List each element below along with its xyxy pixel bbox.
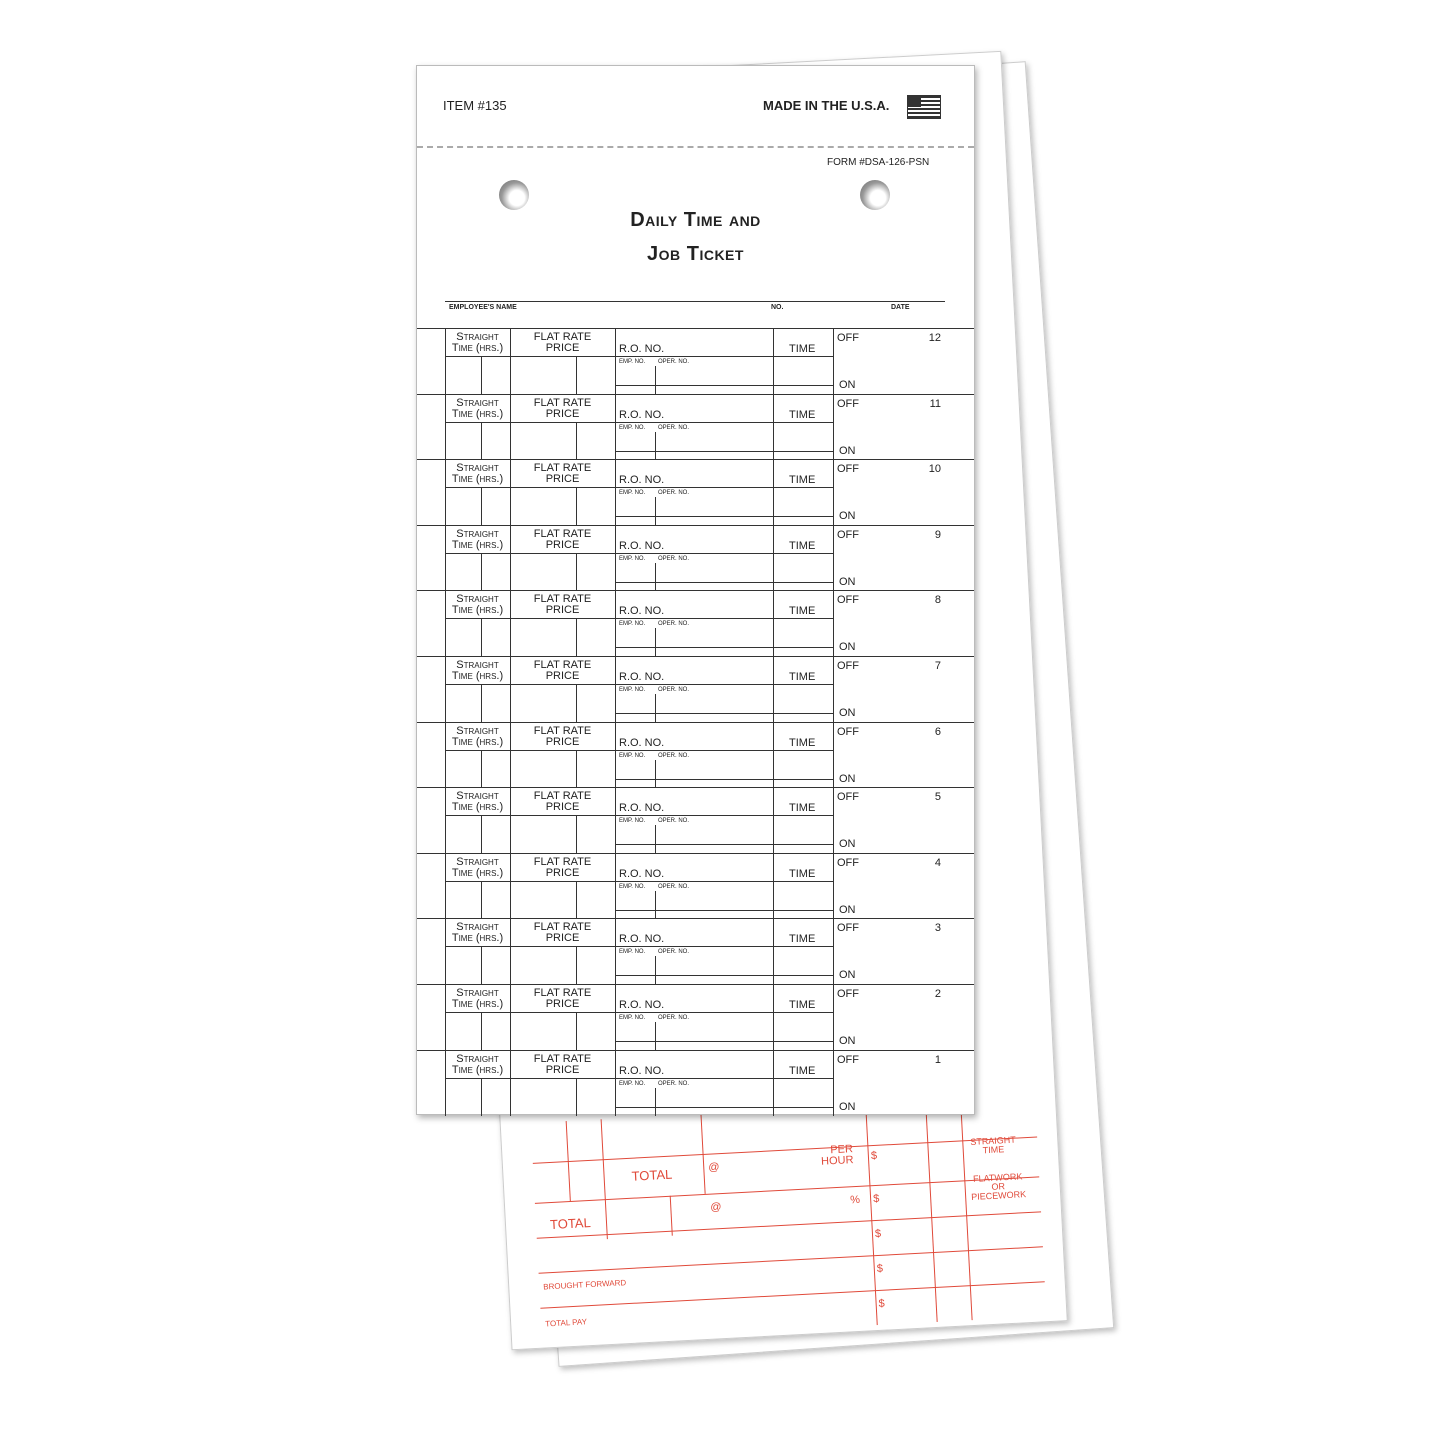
- straight-time-label: Straight Time (hrs.): [451, 331, 504, 354]
- straight-time-label: STRAIGHT TIME: [970, 1134, 1017, 1156]
- off-label: OFF: [837, 725, 859, 738]
- on-label: ON: [839, 444, 856, 457]
- off-label: OFF: [837, 856, 859, 869]
- off-label: OFF: [837, 594, 859, 607]
- on-label: ON: [839, 1100, 856, 1113]
- dollar-sign: $: [878, 1297, 886, 1310]
- ro-no-label: R.O. NO.: [619, 802, 665, 815]
- time-label: TIME: [789, 1064, 816, 1077]
- brought-forward-label: BROUGHT FORWARD: [543, 1278, 627, 1292]
- oper-no-label: OPER. NO.: [658, 818, 690, 825]
- emp-no-label: EMP. NO.: [619, 1080, 646, 1087]
- ro-no-label: R.O. NO.: [619, 343, 665, 355]
- flat-rate-price-label: FLAT RATE PRICE: [533, 396, 592, 420]
- oper-no-label: OPER. NO.: [658, 949, 690, 956]
- straight-time-label: Straight Time (hrs.): [451, 790, 504, 814]
- form-number: FORM #DSA-126-PSN: [827, 157, 930, 168]
- oper-no-label: OPER. NO.: [658, 752, 690, 759]
- row-number: 3: [934, 922, 941, 935]
- row-number: 10: [928, 463, 941, 476]
- ro-no-label: R.O. NO.: [619, 999, 665, 1011]
- off-label: OFF: [837, 922, 859, 935]
- time-label: TIME: [789, 671, 816, 683]
- emp-no-label: EMP. NO.: [619, 883, 646, 890]
- oper-no-label: OPER. NO.: [658, 424, 690, 431]
- straight-time-label: Straight Time (hrs.): [451, 855, 504, 879]
- punch-hole-icon: [860, 180, 890, 210]
- emp-no-label: EMP. NO.: [619, 949, 646, 956]
- row-number: 6: [934, 725, 941, 738]
- time-label: TIME: [789, 343, 816, 355]
- oper-no-label: OPER. NO.: [658, 1015, 690, 1021]
- ro-no-label: R.O. NO.: [619, 736, 665, 749]
- row-number: 7: [934, 660, 941, 672]
- time-row: [417, 459, 974, 525]
- off-label: OFF: [837, 791, 859, 804]
- per-hour-label: PER HOUR: [820, 1143, 854, 1168]
- on-label: ON: [839, 969, 856, 982]
- time-label: TIME: [789, 867, 816, 880]
- item-number: ITEM #135: [443, 98, 507, 113]
- ro-no-label: R.O. NO.: [619, 867, 665, 880]
- time-row: [417, 722, 974, 788]
- straight-time-label: Straight Time (hrs.): [451, 1052, 504, 1076]
- at-sign-2: @: [710, 1201, 722, 1214]
- emp-no-label: EMP. NO.: [619, 621, 646, 628]
- total-flat-label: TOTAL: [549, 1214, 592, 1233]
- flat-rate-price-label: FLAT RATE PRICE: [533, 790, 592, 814]
- emp-no-label: EMP. NO.: [619, 687, 646, 693]
- straight-time-label: Straight Time (hrs.): [451, 527, 504, 551]
- emp-no-label: EMP. NO.: [619, 424, 646, 431]
- flatwork-piecework-label: FLATWORK OR PIECEWORK: [970, 1171, 1027, 1202]
- straight-time-label: Straight Time (hrs.): [451, 396, 504, 420]
- employee-name-label: EMPLOYEE'S NAME: [449, 304, 517, 311]
- time-row: [417, 1050, 974, 1116]
- time-row: [417, 590, 974, 656]
- flat-rate-price-label: FLAT RATE PRICE: [533, 331, 592, 354]
- at-sign-1: @: [707, 1161, 720, 1174]
- straight-time-label: Straight Time (hrs.): [451, 462, 504, 486]
- on-label: ON: [839, 838, 856, 851]
- on-label: ON: [839, 379, 856, 391]
- off-label: OFF: [837, 528, 859, 541]
- header-line: [445, 301, 945, 302]
- flat-rate-price-label: FLAT RATE PRICE: [533, 1052, 592, 1076]
- flat-rate-price-label: FLAT RATE PRICE: [533, 593, 592, 617]
- on-label: ON: [839, 575, 856, 588]
- total-pay-label: TOTAL PAY: [545, 1317, 588, 1329]
- made-in-usa-label: MADE IN THE U.S.A.: [763, 98, 890, 113]
- total-hours-label: TOTAL: [631, 1166, 673, 1184]
- time-label: TIME: [789, 605, 816, 618]
- on-label: ON: [839, 707, 856, 719]
- front-ticket-sheet: [416, 65, 975, 1115]
- emp-no-label: EMP. NO.: [619, 818, 646, 825]
- perforation-line: [417, 146, 974, 148]
- on-label: ON: [839, 510, 856, 523]
- straight-time-label: Straight Time (hrs.): [451, 659, 504, 682]
- oper-no-label: OPER. NO.: [658, 621, 690, 628]
- straight-time-label: Straight Time (hrs.): [451, 593, 504, 617]
- emp-no-label: EMP. NO.: [619, 555, 646, 562]
- on-label: ON: [839, 641, 856, 654]
- straight-time-label: Straight Time (hrs.): [451, 921, 504, 945]
- percent-sign: %: [849, 1193, 861, 1207]
- oper-no-label: OPER. NO.: [658, 1080, 690, 1087]
- flat-rate-price-label: FLAT RATE PRICE: [533, 855, 592, 879]
- dollar-sign: $: [872, 1192, 880, 1206]
- row-number: 1: [934, 1053, 941, 1066]
- off-label: OFF: [837, 397, 859, 410]
- dollar-sign: $: [876, 1262, 884, 1276]
- ro-no-label: R.O. NO.: [619, 933, 665, 946]
- off-label: OFF: [837, 988, 859, 1000]
- time-label: TIME: [789, 474, 816, 487]
- straight-time-label: Straight Time (hrs.): [451, 987, 504, 1010]
- ro-no-label: R.O. NO.: [619, 605, 665, 618]
- date-label: DATE: [891, 304, 910, 311]
- on-label: ON: [839, 1035, 856, 1047]
- row-number: 2: [934, 988, 941, 1000]
- ro-no-label: R.O. NO.: [619, 671, 665, 683]
- ro-no-label: R.O. NO.: [619, 1064, 665, 1077]
- flat-rate-price-label: FLAT RATE PRICE: [533, 659, 592, 682]
- time-row: [417, 394, 974, 460]
- ro-no-label: R.O. NO.: [619, 408, 665, 421]
- time-row: [417, 918, 974, 984]
- time-row: [417, 656, 974, 722]
- time-row: [417, 853, 974, 919]
- straight-time-label: Straight Time (hrs.): [451, 724, 504, 748]
- row-number: 11: [929, 397, 941, 410]
- oper-no-label: OPER. NO.: [658, 687, 690, 693]
- flat-rate-price-label: FLAT RATE PRICE: [533, 462, 592, 486]
- emp-no-label: EMP. NO.: [619, 1015, 646, 1021]
- oper-no-label: OPER. NO.: [658, 883, 690, 890]
- off-label: OFF: [837, 1053, 859, 1066]
- time-row: [417, 984, 974, 1050]
- off-label: OFF: [837, 463, 859, 476]
- oper-no-label: OPER. NO.: [658, 555, 690, 562]
- row-number: 8: [934, 594, 941, 607]
- time-label: TIME: [789, 933, 816, 946]
- flat-rate-price-label: FLAT RATE PRICE: [533, 724, 592, 748]
- us-flag-icon: [907, 95, 941, 119]
- oper-no-label: OPER. NO.: [658, 490, 690, 497]
- punch-hole-icon: [499, 180, 529, 210]
- dollar-sign: $: [874, 1227, 882, 1241]
- oper-no-label: OPER. NO.: [658, 359, 690, 365]
- ro-no-label: R.O. NO.: [619, 539, 665, 552]
- emp-no-label: EMP. NO.: [619, 752, 646, 759]
- on-label: ON: [839, 772, 856, 785]
- flat-rate-price-label: FLAT RATE PRICE: [533, 527, 592, 551]
- flat-rate-price-label: FLAT RATE PRICE: [533, 987, 592, 1010]
- off-label: OFF: [837, 660, 859, 672]
- row-number: 9: [934, 528, 941, 541]
- title-line-2: Job Ticket: [647, 243, 744, 265]
- emp-no-label: EMP. NO.: [619, 359, 646, 365]
- ro-no-label: R.O. NO.: [619, 474, 665, 487]
- time-row: [417, 525, 974, 591]
- row-number: 5: [934, 791, 941, 804]
- off-label: OFF: [837, 332, 859, 344]
- title-line-1: Daily Time and: [630, 209, 761, 231]
- row-number: 12: [928, 332, 941, 344]
- employee-no-label: NO.: [771, 304, 784, 311]
- time-row: [417, 787, 974, 853]
- flat-rate-price-label: FLAT RATE PRICE: [533, 921, 592, 945]
- row-number: 4: [934, 856, 941, 869]
- emp-no-label: EMP. NO.: [619, 490, 646, 497]
- dollar-sign: $: [870, 1149, 878, 1163]
- time-label: TIME: [789, 736, 816, 749]
- time-label: TIME: [789, 802, 816, 815]
- time-row: [417, 328, 974, 394]
- time-label: TIME: [789, 539, 816, 552]
- time-label: TIME: [789, 408, 816, 421]
- time-label: TIME: [789, 999, 816, 1011]
- on-label: ON: [839, 903, 856, 916]
